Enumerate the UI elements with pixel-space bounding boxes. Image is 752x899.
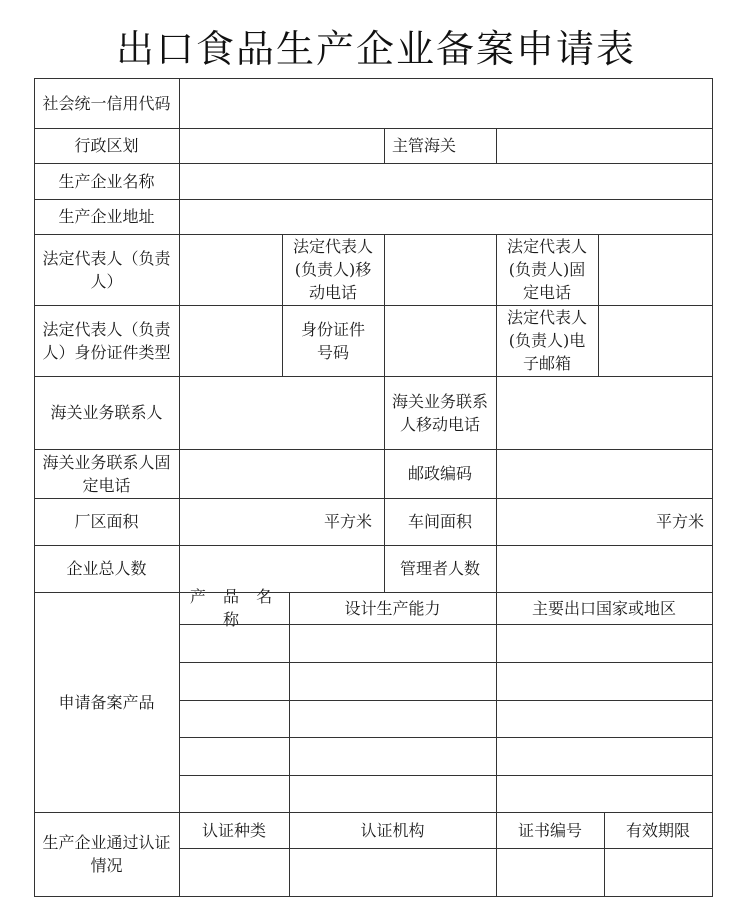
grid-line: [712, 78, 713, 896]
label-legal-rep: 法定代表人（负责人）: [42, 248, 171, 291]
label-company-address: 生产企业地址: [58, 207, 155, 226]
product-row-1-name[interactable]: [179, 624, 289, 662]
credit-code-field[interactable]: [179, 78, 712, 128]
label-legal-rep-email: 法定代表人(负责人)电子邮箱: [506, 308, 587, 373]
legal-rep-landline-field[interactable]: [598, 234, 712, 305]
cert-header-type: 认证种类: [201, 820, 266, 840]
grid-line: [34, 128, 712, 129]
cert-row-1-authority[interactable]: [289, 848, 496, 896]
product-row-2-name[interactable]: [179, 662, 289, 700]
label-factory-area: 厂区面积: [74, 512, 139, 531]
customs-contact-landline-field[interactable]: [179, 449, 384, 498]
grid-line: [34, 498, 712, 499]
grid-line: [34, 896, 713, 897]
product-row-3-capacity[interactable]: [289, 700, 496, 737]
label-certification-section: 生产企业通过认证情况: [42, 833, 171, 875]
products-header-name: 产 品 名 称: [189, 587, 279, 629]
cert-header-validity: 有效期限: [625, 820, 690, 840]
product-row-3-countries[interactable]: [496, 700, 712, 737]
grid-line: [179, 624, 712, 625]
grid-line: [34, 78, 712, 79]
grid-line: [34, 78, 35, 896]
grid-line: [34, 812, 712, 813]
grid-line: [34, 305, 712, 306]
company-address-field[interactable]: [179, 199, 712, 234]
grid-line: [496, 234, 497, 592]
label-customs-contact-landline: 海关业务联系人固定电话: [42, 452, 171, 495]
management-staff-field[interactable]: [496, 545, 712, 592]
grid-line: [179, 700, 712, 701]
label-admin-division: 行政区划: [74, 136, 139, 155]
customs-contact-mobile-field[interactable]: [496, 376, 712, 449]
legal-rep-mobile-field[interactable]: [384, 234, 496, 305]
cert-header-number: 证书编号: [517, 820, 582, 840]
label-company-name: 生产企业名称: [58, 171, 155, 191]
label-customs-authority: 主管海关: [392, 136, 457, 155]
cert-row-1-number[interactable]: [496, 848, 604, 896]
grid-line: [34, 449, 712, 450]
legal-rep-field[interactable]: [179, 234, 282, 305]
grid-line: [179, 78, 180, 896]
grid-line: [384, 128, 385, 163]
products-header-countries: 主要出口国家或地区: [531, 598, 676, 618]
product-row-4-countries[interactable]: [496, 737, 712, 775]
label-legal-rep-landline: 法定代表人(负责人)固定电话: [506, 237, 587, 302]
label-products-section: 申请备案产品: [58, 692, 155, 712]
label-legal-rep-mobile: 法定代表人(负责人)移动电话: [292, 237, 373, 302]
label-legal-rep-id-type: 法定代表人（负责人）身份证件类型: [42, 319, 171, 362]
factory-area-field[interactable]: [179, 498, 384, 545]
label-customs-contact: 海关业务联系人: [50, 403, 163, 422]
grid-line: [289, 592, 290, 896]
grid-line: [34, 545, 712, 546]
label-total-staff: 企业总人数: [66, 559, 147, 578]
product-row-2-capacity[interactable]: [289, 662, 496, 700]
grid-line: [384, 234, 385, 592]
product-row-1-capacity[interactable]: [289, 624, 496, 662]
legal-rep-email-field[interactable]: [598, 305, 712, 376]
grid-line: [604, 812, 605, 896]
grid-line: [34, 592, 712, 593]
label-credit-code: 社会统一信用代码: [42, 93, 171, 113]
grid-line: [179, 737, 712, 738]
label-customs-contact-mobile: 海关业务联系人移动电话: [392, 391, 489, 434]
workshop-area-unit: 平方米: [655, 512, 704, 531]
id-number-field[interactable]: [384, 305, 496, 376]
cert-row-1-validity[interactable]: [604, 848, 712, 896]
product-row-5-capacity[interactable]: [289, 775, 496, 812]
product-row-4-name[interactable]: [179, 737, 289, 775]
label-id-number: 身份证件号码: [300, 319, 365, 362]
products-header-capacity: 设计生产能力: [344, 598, 441, 618]
form-title: 出口食品生产企业备案申请表: [115, 27, 636, 71]
product-row-5-name[interactable]: [179, 775, 289, 812]
grid-line: [34, 376, 712, 377]
grid-line: [179, 848, 712, 849]
product-row-3-name[interactable]: [179, 700, 289, 737]
cert-row-1-type[interactable]: [179, 848, 289, 896]
workshop-area-field[interactable]: [496, 498, 712, 545]
grid-line: [179, 775, 712, 776]
grid-line: [34, 199, 712, 200]
grid-line: [34, 234, 712, 235]
factory-area-unit: 平方米: [323, 512, 372, 531]
legal-rep-id-type-field[interactable]: [179, 305, 282, 376]
customs-contact-field[interactable]: [179, 376, 384, 449]
product-row-2-countries[interactable]: [496, 662, 712, 700]
grid-line: [179, 662, 712, 663]
admin-division-field[interactable]: [179, 128, 384, 163]
label-workshop-area: 车间面积: [407, 512, 472, 531]
label-management-staff: 管理者人数: [399, 559, 480, 578]
customs-authority-field[interactable]: [496, 128, 712, 163]
company-name-field[interactable]: [179, 163, 712, 199]
grid-line: [496, 592, 497, 896]
product-row-4-capacity[interactable]: [289, 737, 496, 775]
grid-line: [496, 128, 497, 163]
label-postal-code: 邮政编码: [407, 464, 472, 483]
grid-line: [34, 163, 712, 164]
grid-line: [598, 234, 599, 376]
cert-header-authority: 认证机构: [360, 820, 425, 840]
postal-code-field[interactable]: [496, 449, 712, 498]
grid-line: [282, 234, 283, 376]
product-row-1-countries[interactable]: [496, 624, 712, 662]
product-row-5-countries[interactable]: [496, 775, 712, 812]
